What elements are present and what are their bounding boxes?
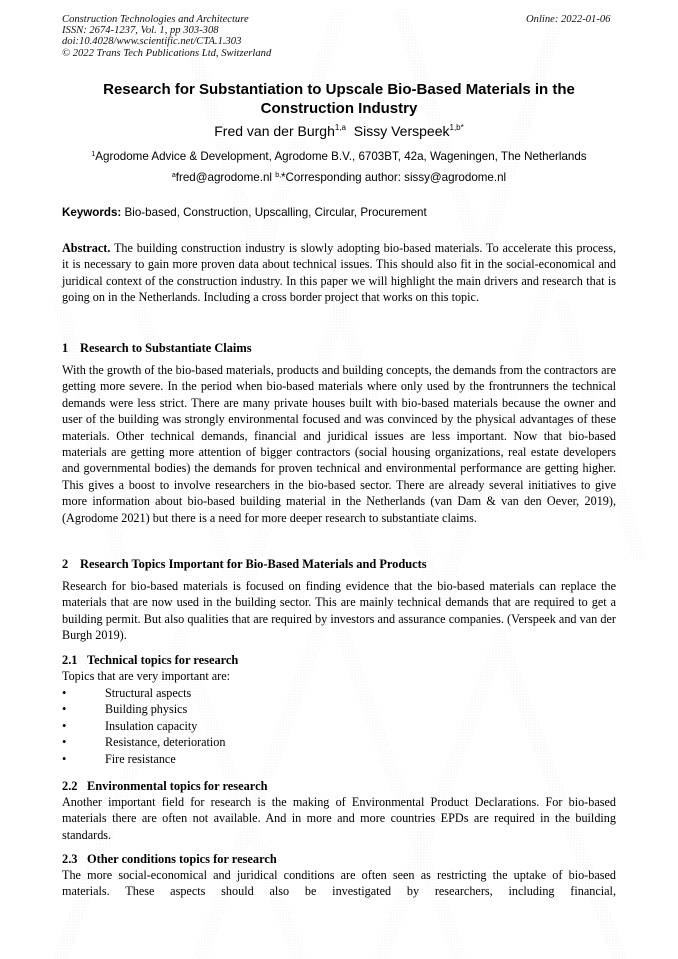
section-title: Research to Substantiate Claims — [80, 341, 252, 355]
email-superscript: b, — [275, 172, 282, 179]
list-item — [62, 751, 616, 768]
journal-name: Construction Technologies and Architecture — [62, 14, 249, 25]
issn-line: ISSN: 2674-1237, Vol. 1, pp 303-308 — [62, 25, 219, 37]
corresponding-author-email[interactable]: *Corresponding author: sissy@agrodome.nl — [281, 171, 507, 184]
list-item — [62, 685, 616, 702]
list-item-text: Fire resistance — [105, 751, 176, 766]
author-emails — [62, 170, 616, 185]
author-list — [62, 122, 616, 140]
abstract-text: The building construction industry is slowly adopting bio-based materials. To accelerate this process, it is necessary to gain more proven data about technical issues. This should also fit in the social-economical and juridical context of the construction industry. In this paper we will highlight the main drivers and research that is going on in the Netherlands. Including a cross border project that works on this topic. — [62, 241, 616, 305]
subsection-2-1-heading — [62, 652, 238, 668]
list-item — [62, 718, 616, 735]
subsection-title: Technical topics for research — [87, 653, 239, 667]
email-superscript: a — [171, 172, 176, 179]
author-superscript: 1,a — [334, 123, 346, 132]
journal-header — [62, 14, 271, 59]
section-2-body: Research for bio-based materials is focused on finding evidence that the bio-based materials can replace the materials that are now used in the building sector. This are mainly technical demands that are required to get a building permit. But also qualities that are required by investors and assurance companies. (Verspeek and van der Burgh 2019). — [62, 579, 616, 643]
author-superscript: 1,b* — [449, 123, 464, 132]
subsection-2-2-heading — [62, 778, 267, 794]
bullet-icon: • — [62, 685, 67, 700]
subsection-number: 2.3 — [62, 852, 78, 866]
email-link-fred[interactable]: fred@agrodome.nl — [175, 171, 272, 184]
subsection-2-1-body — [62, 668, 616, 768]
section-1-heading — [62, 340, 252, 356]
author-name: Sissy Verspeek — [353, 123, 450, 139]
section-number: 1 — [62, 341, 69, 355]
list-item — [62, 701, 616, 718]
title-line-1: Research for Substantiation to Upscale Bio-Based Materials in the — [103, 81, 575, 98]
doi-link[interactable]: doi:10.4028/www.scientific.net/CTA.1.303 — [62, 36, 242, 48]
author-name: Fred van der Burgh — [214, 123, 335, 139]
bullet-icon: • — [62, 735, 67, 750]
bullet-icon: • — [62, 751, 67, 766]
paper-title — [62, 80, 616, 118]
abstract — [62, 240, 616, 306]
keywords-line — [62, 205, 616, 220]
list-item — [62, 734, 616, 751]
list-item-text: Insulation capacity — [105, 718, 198, 733]
section-1-body: With the growth of the bio-based materials, products and building concepts, the demands from the contractors are getting more severe. In the period when bio-based materials where only used by the frontrunners the technical demands were less strict. There are many private houses built with bio-based materials because the owner and user of the building was strongly environmental focused and was convinced by the physical advantages of these materials. Other technical demands, financial and juridical issues are less important. Now that bio-based materials are getting more attention of bigger contractors (social housing organizations, real estate developers and governmental bodies) the demands for proven technical and environmental performance are getting higher. This gives a boost to involve researchers in the bio-based sector. There are already several initiatives to give more information about bio-based building material in the Netherlands (van Dam & van den Oever, 2019), (Agrodome 2021) but there is a need for more deeper research to substantiate claims. — [62, 363, 616, 525]
title-line-2: Construction Industry — [260, 100, 418, 117]
subsection-title: Environmental topics for research — [87, 779, 268, 793]
list-item-text: Resistance, deterioration — [105, 735, 226, 750]
list-item-text: Structural aspects — [105, 685, 192, 700]
section-2-heading — [62, 556, 427, 572]
affiliation-text: Agrodome Advice & Development, Agrodome B.V., 6703BT, 42a, Wageningen, The Netherlands — [95, 150, 587, 163]
keywords-label: Keywords: — [62, 206, 122, 219]
subsection-2-3-body: The more social-economical and juridical conditions are often seen as restricting the uptake of bio-based materials. These aspects should also be investigated by researchers, including financial, — [62, 868, 616, 899]
copyright-line: © 2022 Trans Tech Publications Ltd, Switzerland — [62, 47, 272, 59]
affiliation — [62, 149, 616, 164]
abstract-label: Abstract. — [62, 241, 111, 255]
subsection-2-2-body: Another important field for research is the making of Environmental Product Declarations. For bio-based materials there are often not available. And in more and more countries EPDs are required in the building standards. — [62, 795, 616, 842]
subsection-2-3-heading — [62, 851, 277, 867]
bullet-icon: • — [62, 718, 67, 733]
list-item-text: Building physics — [105, 702, 188, 717]
keywords-text: Bio-based, Construction, Upscalling, Circular, Procurement — [124, 206, 427, 219]
section-number: 2 — [62, 557, 69, 571]
subsection-title: Other conditions topics for research — [87, 852, 277, 866]
affiliation-superscript: 1 — [91, 151, 96, 158]
subsection-number: 2.2 — [62, 779, 78, 793]
list-intro: Topics that are very important are: — [62, 669, 231, 683]
subsection-number: 2.1 — [62, 653, 78, 667]
technical-topics-list — [62, 685, 616, 768]
online-date: Online: 2022-01-06 — [526, 14, 611, 25]
section-title: Research Topics Important for Bio-Based Materials and Products — [80, 557, 427, 571]
bullet-icon: • — [62, 702, 67, 717]
